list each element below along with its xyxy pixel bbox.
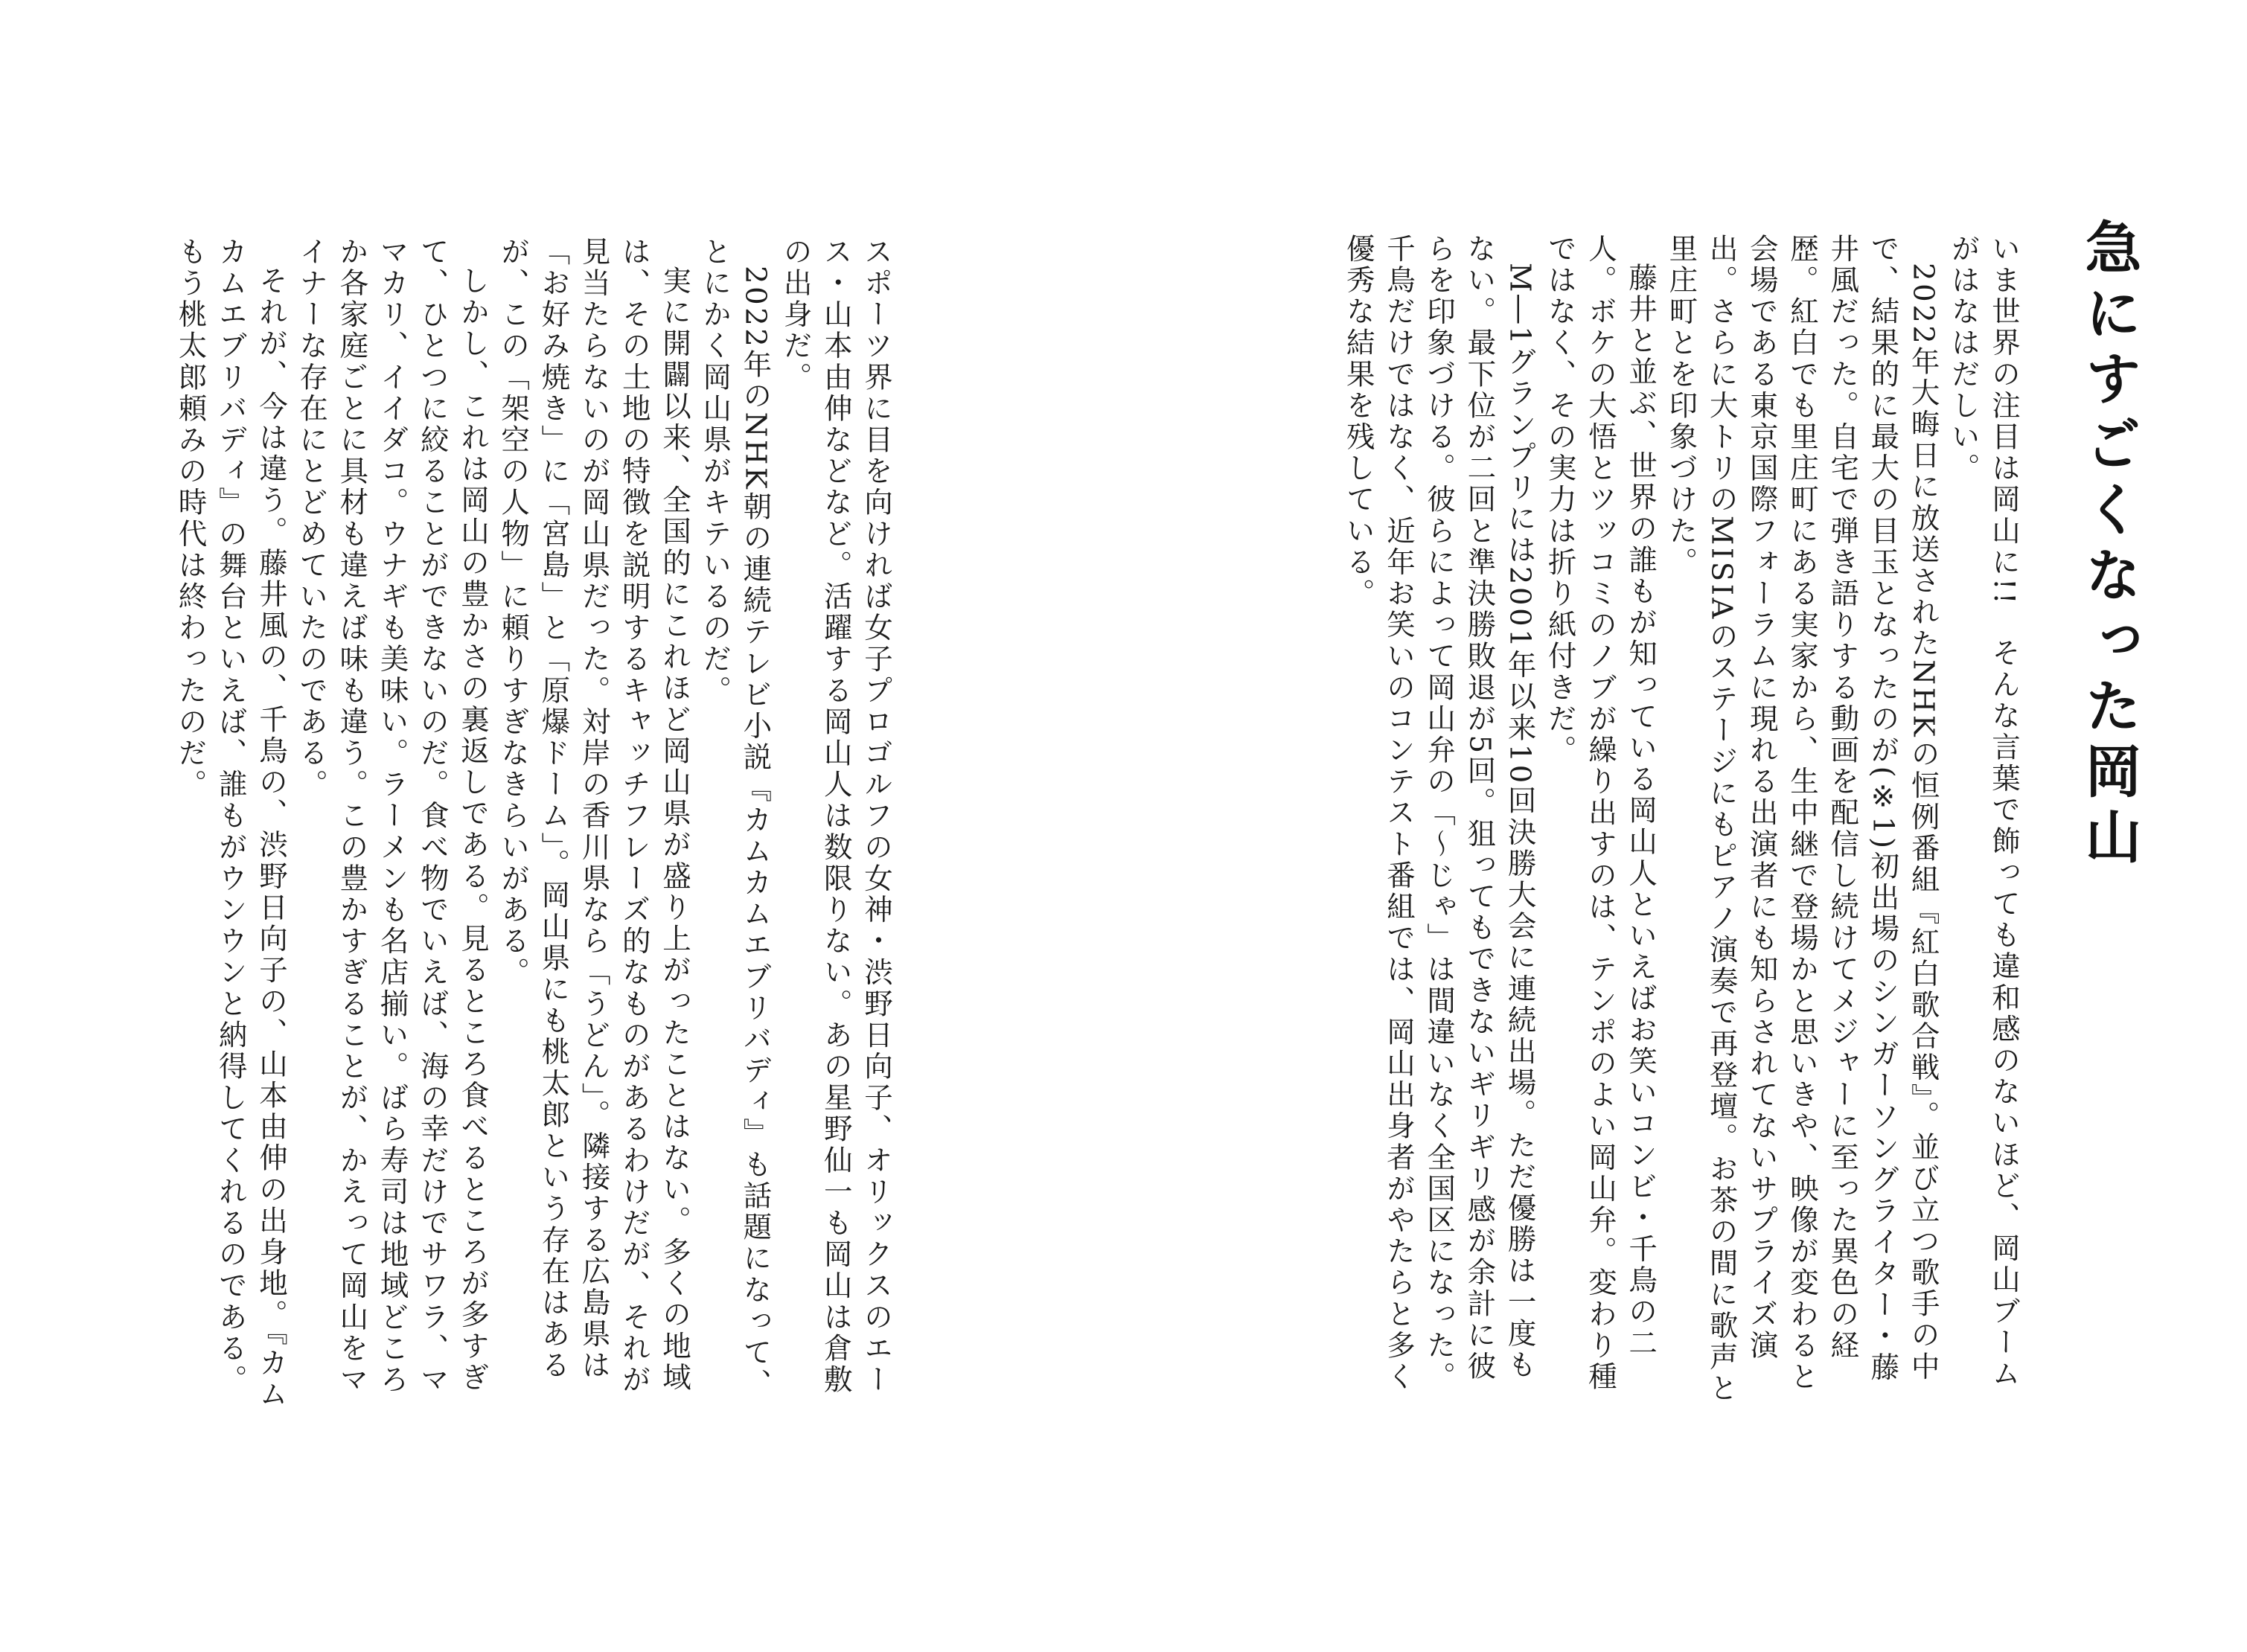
paragraph: しかし、これは岡山の豊かさの裏返しである。見るところ食べるところが多すぎて、ひとつに絞ることができないのだ。食べ物でいえば、海の幸だけでサワラ、ママカリ、イイダコ。ウナギも美味い。ラーメンも名店揃い。ばら寿司は地域どころか各家庭ごとに具材も違えば味も違う。この豊かすぎることが、かえって岡山をマイナーな存在にとどめていたのである。 bbox=[295, 237, 490, 1396]
paragraph: M―1グランプリには2001年以来10回決勝大会に連続出場。ただ優勝は一度もない。最下位が二回と準決勝敗退が5回。狙ってもできないギリギリ感が余計に彼らを印象づける。彼らによって岡山弁の「～じゃ」は間違いなく全国区になった。千鳥だけではなく、近年お笑いのコンテスト番組では、岡山出身者がやたらと多く優秀な結果を残している。 bbox=[1341, 234, 1537, 1393]
paragraph: スポーツ界に目を向ければ女子プロゴルフの女神・渋野日向子、オリックスのエース・山本由伸などなど。活躍する岡山人は数限りない。あの星野仙一も岡山は倉敷の出身だ。 bbox=[779, 237, 893, 1396]
paragraph: 実に開闢以来、全国的にこれほど岡山県が盛り上がったことはない。多くの地域は、その土地の特徴を説明するキャッチフレーズ的なものがあるわけだが、それが見当たらないのが岡山県だった。対岸の香川県なら「うどん」。隣接する広島県は「お好み焼き」に「宮島」と「原爆ドーム」。岡山県にも桃太郎という存在はあるが、この「架空の人物」に頼りすぎなきらいがある。 bbox=[496, 237, 691, 1396]
article-title: 急にすごくなった岡山 bbox=[2076, 218, 2142, 873]
left-page-body bbox=[170, 237, 896, 1412]
paragraph: 2022年大晦日に放送されたNHKの恒例番組『紅白歌合戦』。並び立つ歌手の中で、結果的に最大の目玉となったのが(※1)初出場のシンガーソングライター・藤井風だった。自宅で弾き語りする動画を配信し続けてメジャーに至った異色の経歴。紅白でも里庄町にある実家から、生中継で登場かと思いきや、映像が変わると会場である東京国際フォーラムに現れる出演者にも知らされてないサプライズ演出。さらに大トリのMISIAのステージにもピアノ演奏で再登壇。お茶の間に歌声と里庄町とを印象づけた。 bbox=[1664, 234, 1940, 1405]
paragraph: 2022年のNHK朝の連続テレビ小説『カムカムエブリバディ』も話題になって、とにかく岡山県がキテいるのだ。 bbox=[698, 237, 773, 1400]
right-page-body bbox=[1338, 234, 2024, 1409]
paragraph: 藤井と並ぶ、世界の誰もが知っている岡山人といえばお笑いコンビ・千鳥の二人。ボケの大悟とツッコミのノブが繰り出すのは、テンポのよい岡山弁。変わり種ではなく、その実力は折り紙付きだ。 bbox=[1543, 234, 1658, 1393]
paragraph: いま世界の注目は岡山に!! そんな言葉で飾っても違和感のないほど、岡山ブームがはなはだしい。 bbox=[1946, 234, 2021, 1390]
paragraph: それが、今は違う。藤井風の、千鳥の、渋野日向子の、山本由伸の出身地。『カムカムエブリバディ』の舞台といえば、誰もがウンウンと納得してくれるのである。もう桃太郎頼みの時代は終わったのだ。 bbox=[173, 237, 288, 1410]
